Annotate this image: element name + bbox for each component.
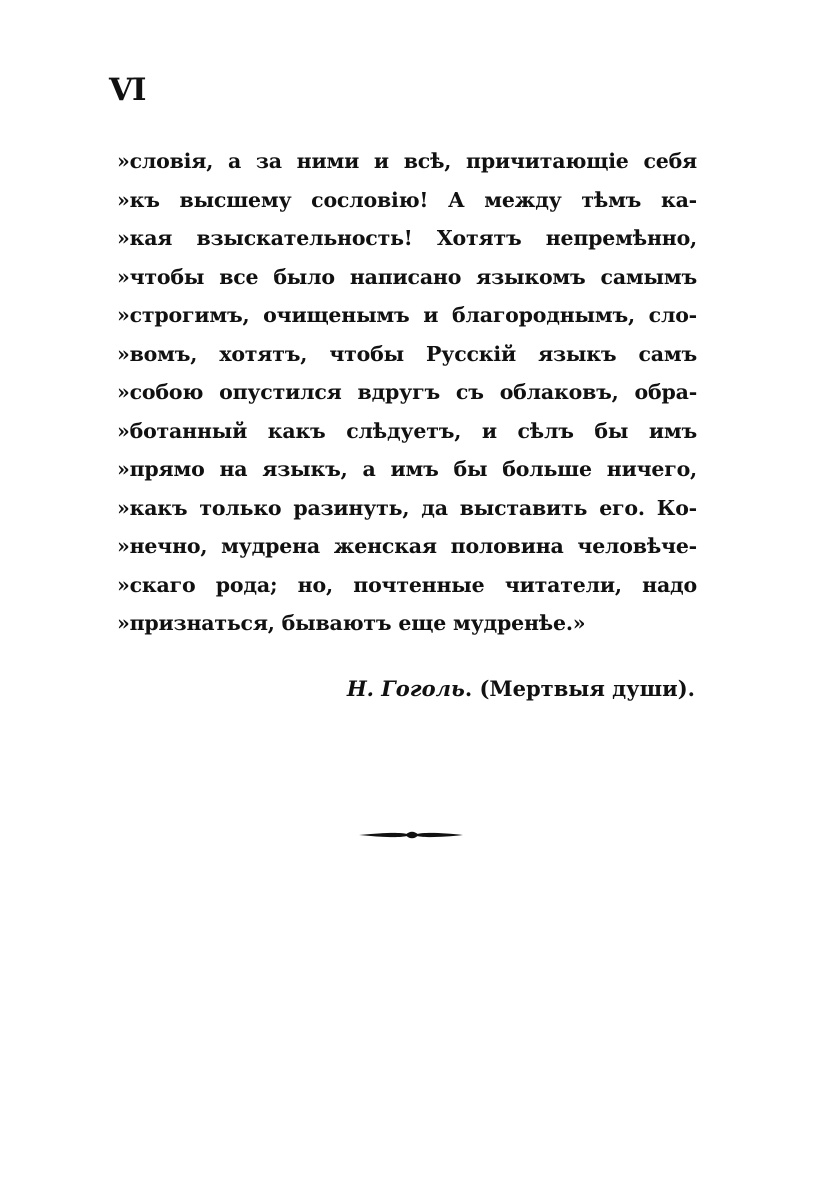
text-line: »ботанный какъ слѣдуетъ, и сѣлъ бы имъ	[117, 418, 697, 443]
body-text	[117, 142, 697, 643]
text-line: »чтобы все было написано языкомъ самымъ	[117, 264, 697, 289]
tailpiece-rule-ornament-icon	[359, 825, 463, 845]
text-line: »кая взыскательность! Хотятъ непремѣнно,	[117, 226, 697, 250]
text-line: »нечно, мудрена женская половина человѣче-	[117, 534, 697, 558]
text-line: »строгимъ, очищенымъ и благороднымъ, сло-	[117, 303, 697, 327]
page-number: VI	[109, 72, 146, 108]
text-line: »собою опустился вдругъ съ облаковъ, обра-	[117, 380, 697, 404]
attribution-work: (Мертвыя души).	[479, 676, 695, 701]
text-line: »признаться, бываютъ еще мудренѣе.»	[117, 611, 586, 635]
attribution-separator: .	[464, 676, 480, 701]
text-line: »скаго рода; но, почтенные читатели, надо	[117, 572, 697, 597]
text-line: »словія, а за ними и всѣ, причитающіе себя	[117, 149, 697, 173]
attribution-author: Н. Гоголь	[346, 676, 465, 701]
text-line: »вомъ, хотятъ, чтобы Русскій языкъ самъ	[117, 341, 697, 366]
text-line: »прямо на языкъ, а имъ бы больше ничего,	[117, 457, 697, 481]
text-line: »какъ только разинуть, да выставить его. Ко-	[117, 495, 697, 520]
attribution	[347, 671, 695, 707]
text-line: »къ высшему сословію! А между тѣмъ ка-	[117, 187, 697, 212]
